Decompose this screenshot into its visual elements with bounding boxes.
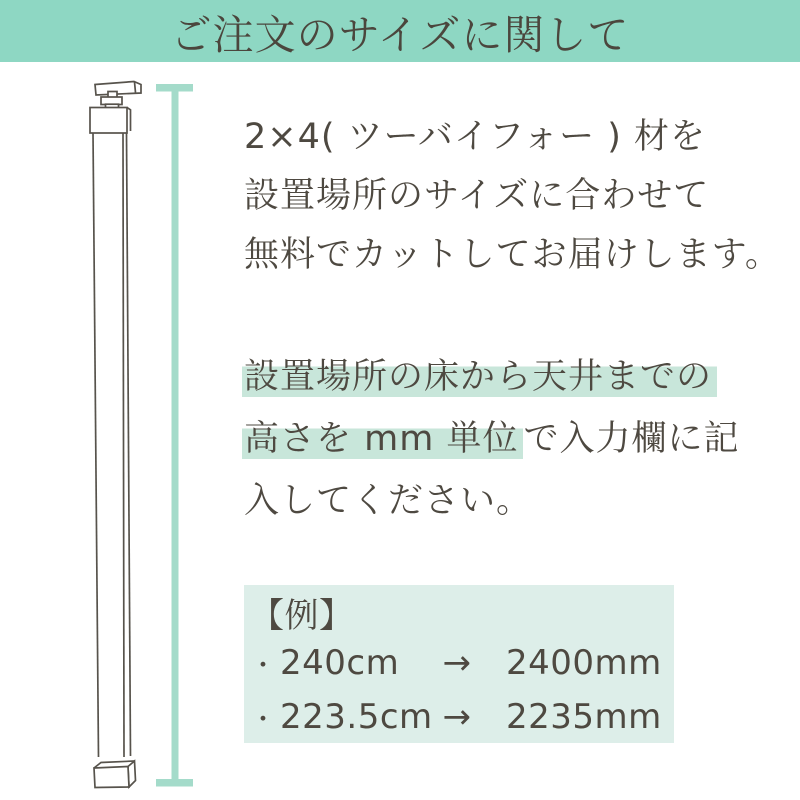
paragraph-line: 2×4( ツーバイフォー ) 材を (244, 117, 706, 157)
highlighted-text: 高さを mm 単位 (242, 419, 523, 459)
paragraph-line: 入してください。 (244, 481, 533, 521)
paragraph-line (244, 346, 739, 408)
page-title: ご注文のサイズに関して (170, 10, 630, 59)
arrow-right-icon: → (442, 697, 472, 737)
cm-value: 223.5cm (280, 697, 433, 737)
cm-value: 240cm (280, 643, 400, 683)
example-heading: 【例】 (250, 596, 354, 636)
mm-value: 2235mm (506, 697, 662, 737)
2x4-post-drawing (90, 82, 141, 788)
paragraph-line: 無料でカットしてお届けします。 (244, 235, 781, 275)
example-row (250, 692, 674, 746)
plain-text: で入力欄に記 (523, 419, 740, 459)
post-and-measure-illustration (0, 0, 220, 800)
mm-value: 2400mm (506, 643, 662, 683)
paragraph-line (244, 408, 739, 470)
height-measure-line (156, 84, 193, 787)
paragraph-line: 設置場所のサイズに合わせて (244, 176, 710, 216)
arrow-right-icon: → (442, 643, 472, 683)
height-input-paragraph (244, 346, 739, 532)
example-row (250, 638, 674, 692)
bullet-icon: ・ (250, 705, 277, 735)
example-box (244, 585, 674, 743)
cut-service-paragraph (244, 108, 781, 285)
bullet-icon: ・ (250, 651, 277, 681)
highlighted-text: 設置場所の床から天井までの (242, 357, 717, 397)
